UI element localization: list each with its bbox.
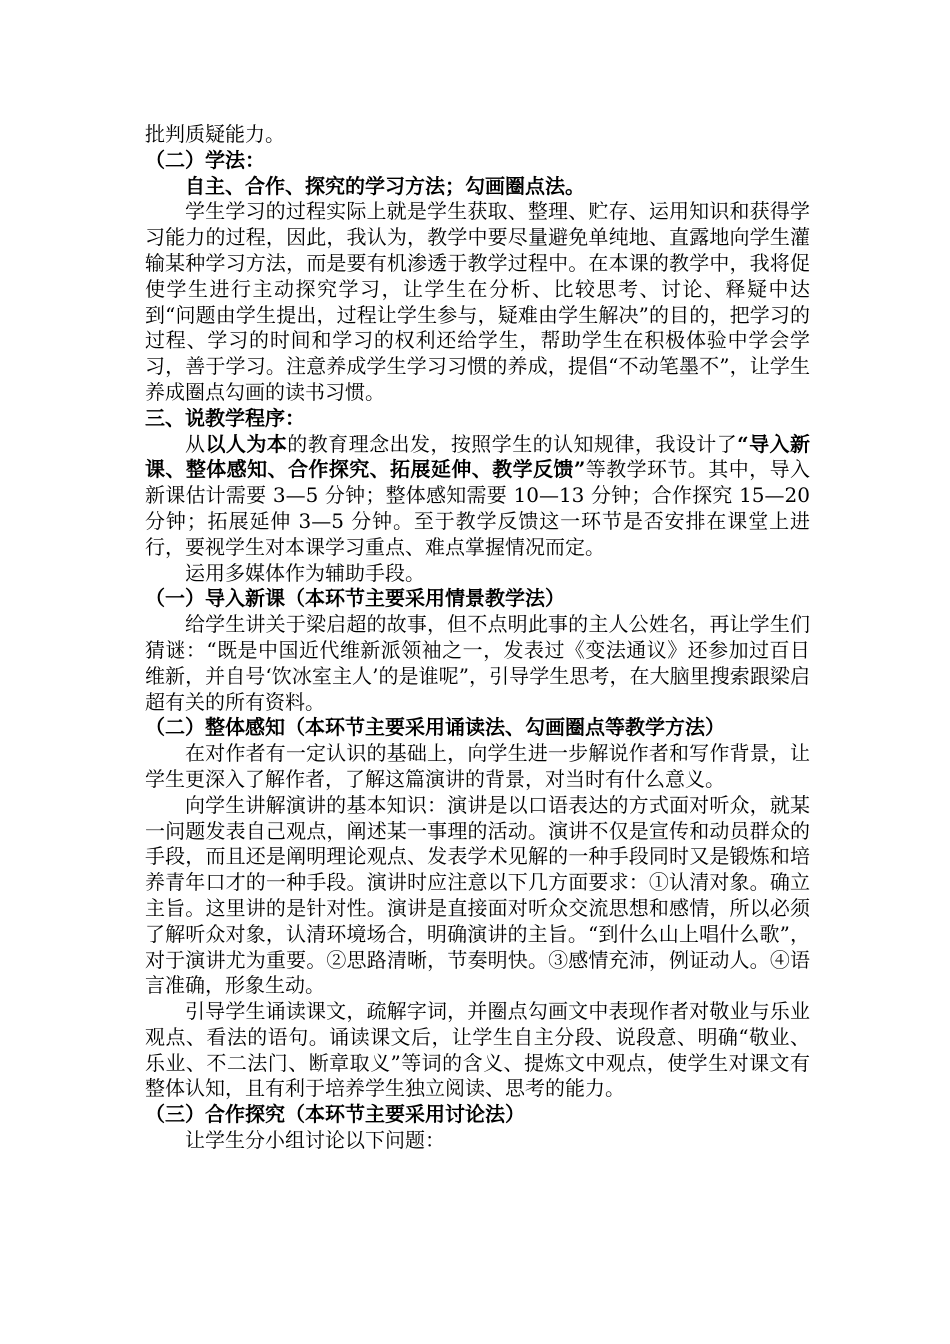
heading-teaching-procedure: 三、说教学程序：: [145, 405, 305, 430]
procedure-concept: 以人为本: [205, 431, 288, 456]
document-page: [145, 122, 810, 1154]
paragraph-multimedia: 运用多媒体作为辅助手段。: [185, 560, 425, 585]
paragraph-overall-2: 向学生讲解演讲的基本知识：演讲是以口语表达的方式面对听众，就某一问题发表自己观点，阐述某一事理的活动。演讲不仅是宣传和动员群众的手段，而且还是阐明理论观点、发表学术见解的一种手段同时又是锻炼和培养青年口才的一种手段。演讲时应注意以下几方面要求：①认清对象。确立主旨。这里讲的是针对性。演讲是直接面对听众交流思想和感情，所以必须了解听众对象，认清环境场合，明确演讲的主旨。“到什么山上唱什么歌”，对于演讲尤为重要。②思路清晰，节奏明快。③感情充沛，例证动人。④语言准确，形象生动。: [145, 792, 810, 998]
heading-cooperative-inquiry: （三）合作探究（本环节主要采用讨论法）: [145, 1102, 525, 1127]
paragraph-overall-3: 引导学生诵读课文，疏解字词，并圈点勾画文中表现作者对敬业与乐业观点、看法的语句。诵读课文后，让学生自主分段、说段意、明确“敬业、乐业、不二法门、断章取义”等词的含义、提炼文中观点，使学生对课文有整体认知，且有利于培养学生独立阅读、思考的能力。: [145, 999, 810, 1101]
procedure-text-a: 从: [185, 431, 206, 456]
heading-learning-method: （二）学法：: [145, 147, 265, 172]
procedure-steps: “导入新课、整体感知、合作探究、拓展延伸、教学反馈”: [145, 431, 811, 482]
learning-method-summary: 自主、合作、探究的学习方法；勾画圈点法。: [185, 173, 585, 198]
procedure-text-c: 的教育理念出发，按照学生的认知规律，我设计了: [287, 431, 738, 456]
paragraph-continued: 批判质疑能力。: [145, 122, 285, 146]
paragraph-overall-1: 在对作者有一定认识的基础上，向学生进一步解说作者和写作背景，让学生更深入了解作者，了解这篇演讲的背景，对当时有什么意义。: [145, 741, 810, 791]
paragraph-introduction: 给学生讲关于梁启超的故事，但不点明此事的主人公姓名，再让学生们猜谜：“既是中国近代维新派领袖之一，发表过《变法通议》还参加过百日维新，并自号‘饮冰室主人’的是谁呢”，引导学生思考，在大脑里搜索跟梁启超有关的所有资料。: [145, 612, 810, 714]
paragraph-procedure: [145, 432, 810, 561]
procedure-text-e: 等教学环节。其中，导入新课估计需要 3—5 分钟；整体感知需要 10—13 分钟；合作探究 15—20 分钟；拓展延伸 3—5 分钟。至于教学反馈这一环节是否安排在课堂上进行，要视学生对本课学习重点、难点掌握情况而定。: [145, 457, 810, 559]
heading-introduction: （一）导入新课（本环节主要采用情景教学法）: [145, 586, 565, 611]
paragraph-learning-method: 学生学习的过程实际上就是学生获取、整理、贮存、运用知识和获得学习能力的过程，因此，我认为，教学中要尽量避免单纯地、直露地向学生灌输某种学习方法，而是要有机渗透于教学过程中。在本课的教学中，我将促使学生进行主动探究学习，让学生在分析、比较思考、讨论、释疑中达到“问题由学生提出，过程让学生参与，疑难由学生解决”的目的，把学习的过程、学习的时间和学习的权利还给学生，帮助学生在积极体验中学会学习，善于学习。注意养成学生学习习惯的养成，提倡“不动笔墨不”，让学生养成圈点勾画的读书习惯。: [145, 199, 810, 404]
heading-overall-perception: （二）整体感知（本环节主要采用诵读法、勾画圈点等教学方法）: [145, 715, 725, 740]
paragraph-cooperative: 让学生分小组讨论以下问题：: [185, 1128, 445, 1153]
